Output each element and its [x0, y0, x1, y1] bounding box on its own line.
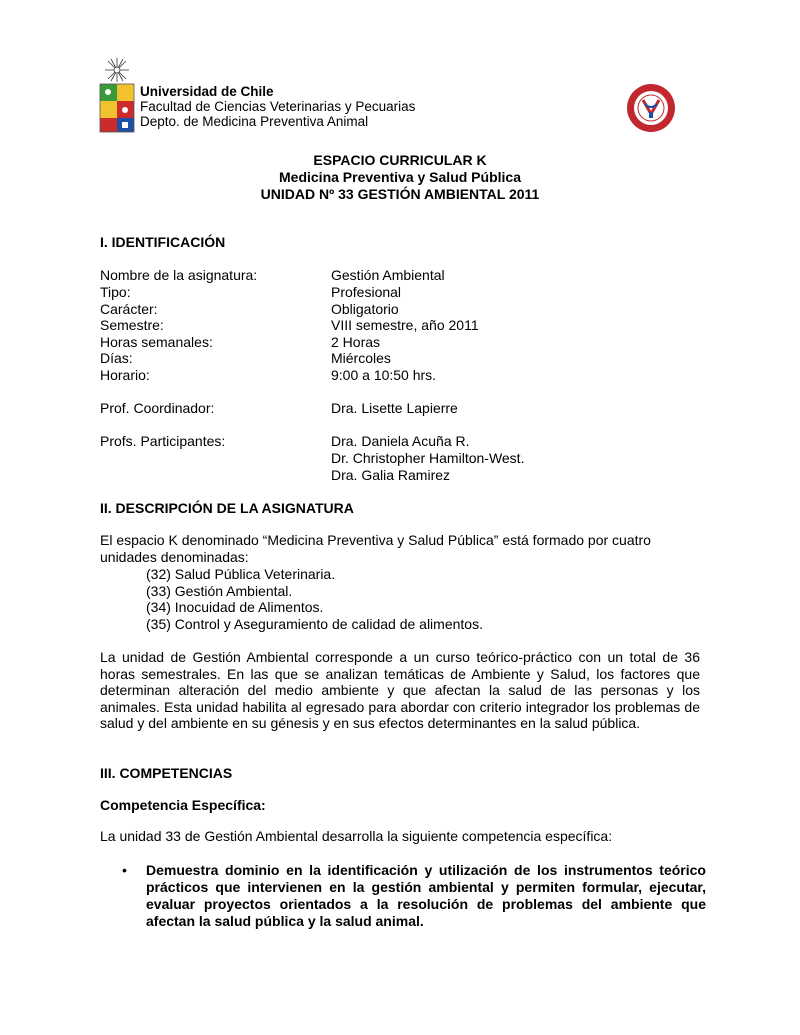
section-heading-descripcion: II. DESCRIPCIÓN DE LA ASIGNATURA	[100, 500, 354, 516]
coordinador-value: Dra. Lisette Lapierre	[331, 400, 458, 416]
faculty-name: Facultad de Ciencias Veterinarias y Pecuarias	[140, 99, 416, 114]
university-name: Universidad de Chile	[140, 84, 274, 99]
participante-item: Dra. Daniela Acuña R.	[331, 433, 470, 449]
participantes-label: Profs. Participantes:	[100, 433, 226, 449]
competencia-especifica-heading: Competencia Específica:	[100, 797, 266, 813]
id-row-label: Nombre de la asignatura:	[100, 267, 258, 283]
department-name: Depto. de Medicina Preventiva Animal	[140, 114, 369, 129]
id-row-label: Carácter:	[100, 301, 158, 317]
university-shield-logo	[96, 56, 138, 134]
id-row-label: Horario:	[100, 367, 150, 383]
competencia-bullet: Demuestra dominio en la identificación y utilización de los instrumentos teórico prácticos que intervienen en la gestión ambiental y permiten formular, ejecutar, evaluar proyectos orientados a la resolución de problemas del ambiente que afectan la salud pública y la salud animal.	[146, 862, 706, 929]
id-row-value: Obligatorio	[331, 301, 399, 317]
participante-item: Dra. Galia Ramirez	[331, 467, 451, 483]
institution-header	[140, 84, 415, 129]
unit-item: (32) Salud Pública Veterinaria.	[146, 566, 336, 582]
descripcion-paragraph: La unidad de Gestión Ambiental corresponde a un curso teórico-práctico con un total de 36 horas semestrales. En las que se analizan temáticas de Ambiente y Salud, los factores que determinan alteración del medio ambiente y que afectan la salud de las personas y los animales. Esta unidad habilita al egresado para abordar con criterio integrador los problemas de salud y del ambiente en su génesis y en sus efectos determinantes en la salud pública.	[100, 649, 700, 732]
participante-item: Dr. Christopher Hamilton-West.	[331, 450, 525, 466]
unit-item: (33) Gestión Ambiental.	[146, 582, 293, 599]
id-row-value: Profesional	[331, 284, 402, 300]
competencias-intro: La unidad 33 de Gestión Ambiental desarrolla la siguiente competencia específica:	[100, 828, 613, 844]
bullet-icon: •	[122, 862, 127, 878]
id-row-value: 9:00 a 10:50 hrs.	[331, 367, 437, 383]
descripcion-intro	[100, 532, 710, 565]
unit-item: (34) Inocuidad de Alimentos.	[146, 599, 324, 616]
id-row-value: Miércoles	[331, 350, 391, 366]
id-row-value: Gestión Ambiental	[331, 267, 445, 283]
intro-line: unidades denominadas:	[100, 548, 249, 565]
unit-item: (35) Control y Aseguramiento de calidad de alimentos.	[146, 615, 483, 632]
faculty-seal-logo	[625, 82, 677, 134]
id-row-value: VIII semestre, año 2011	[331, 317, 479, 333]
id-row-label: Tipo:	[100, 284, 131, 300]
document-title	[0, 152, 800, 203]
id-row-label: Días:	[100, 350, 133, 366]
section-heading-competencias: III. COMPETENCIAS	[100, 765, 233, 781]
section-heading-identificacion: I. IDENTIFICACIÓN	[100, 234, 226, 250]
title-line-3: UNIDAD Nº 33 GESTIÓN AMBIENTAL 2011	[260, 186, 540, 202]
units-list	[146, 566, 483, 632]
id-row-value: 2 Horas	[331, 334, 381, 350]
title-line-2: Medicina Preventiva y Salud Pública	[279, 169, 521, 185]
coordinador-label: Prof. Coordinador:	[100, 400, 215, 416]
id-row-label: Horas semanales:	[100, 334, 213, 350]
title-line-1: ESPACIO CURRICULAR K	[313, 152, 487, 168]
intro-line: El espacio K denominado “Medicina Preventiva y Salud Pública” está formado por cuatro	[100, 532, 651, 548]
id-row-label: Semestre:	[100, 317, 164, 333]
